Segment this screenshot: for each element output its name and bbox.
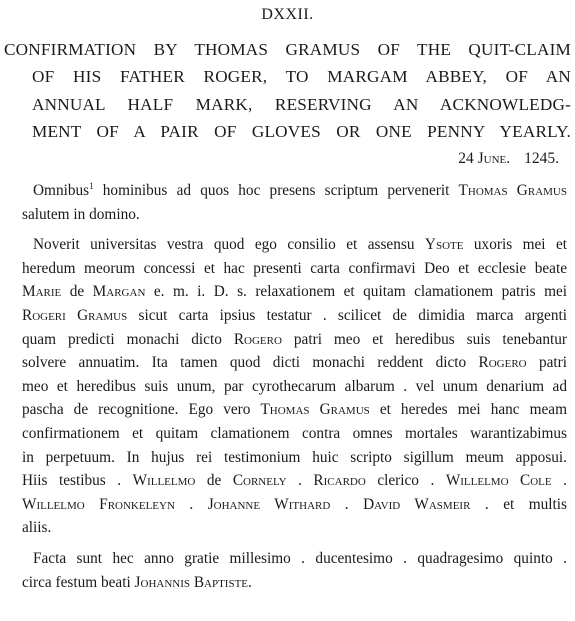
- text-run: . et multis: [470, 495, 567, 513]
- text-run: .: [551, 472, 567, 490]
- paragraph-grant: [11, 233, 567, 540]
- text-run: Noverit universitas vestra quod ego consilio et assensu: [33, 236, 425, 254]
- paragraph-dating: [11, 547, 567, 594]
- text-run: sicut carta ipsius testatur . scilicet de dimidia marca argenti: [127, 306, 567, 324]
- text-line: in perpetuum. In hujus rei testimonium huic scripto sigillum meum apposui.: [22, 448, 567, 466]
- person-name: Johannis Baptiste: [134, 573, 249, 591]
- text-line: salutem in domino.: [22, 205, 140, 223]
- text-run: .: [330, 495, 364, 513]
- text-line: heredum meorum concessi et hac presenti carta confirmavi Deo et ecclesie beate: [22, 259, 567, 277]
- place-name: Cornely: [232, 472, 287, 490]
- person-name: Rogero: [233, 330, 282, 348]
- text-line: [11, 280, 567, 304]
- text-line: [11, 398, 567, 422]
- heading-line: ANNUAL HALF MARK, RESERVING AN ACKNOWLEDG-: [32, 94, 571, 114]
- text-run: solvere annuatim. Ita tamen quod dicti monachi reddent dicto: [22, 354, 479, 372]
- text-line: [11, 469, 567, 493]
- person-name: Willelmo Fronkeleyn: [22, 495, 175, 513]
- text-run: quam predicti monachi dicto: [22, 330, 234, 348]
- person-name: Marie: [22, 283, 62, 301]
- text-line: aliis.: [22, 519, 52, 537]
- text-run: hominibus ad quos hoc presens scriptum pervenerit: [93, 182, 459, 199]
- heading-line: CONFIRMATION BY THOMAS GRAMUS OF THE QUIT-CLAIM: [4, 40, 571, 59]
- text-run: circa festum beati: [22, 573, 135, 591]
- text-run: pascha de recognitione. Ego vero: [22, 401, 261, 419]
- text-line: [11, 179, 567, 203]
- text-run: Hiis testibus .: [22, 472, 133, 490]
- text-run: de: [61, 283, 93, 301]
- footnote-marker: 1: [89, 180, 94, 191]
- text-line: [11, 493, 567, 517]
- text-run: Omnibus: [33, 182, 90, 199]
- date-year: 1245.: [524, 150, 559, 167]
- person-name: David Wasmeir: [363, 495, 471, 513]
- heading-line: MENT OF A PAIR OF GLOVES OR ONE PENNY YEARLY.: [32, 121, 571, 141]
- person-name: Willelmo: [132, 472, 196, 490]
- text-run: .: [248, 573, 252, 591]
- charter-date: [458, 150, 559, 168]
- text-run: et heredes mei hanc meam: [369, 401, 567, 419]
- person-name: Ricardo: [313, 472, 366, 490]
- text-run: e. m. i. D. s. relaxationem et quitam clamationem patris mei: [145, 283, 568, 301]
- text-line: Facta sunt hec anno gratie millesimo . ducentesimo . quadragesimo quinto .: [33, 549, 567, 567]
- charter-text: [11, 179, 567, 594]
- heading-line: OF HIS FATHER ROGER, TO MARGAM ABBEY, OF AN: [32, 67, 571, 87]
- charter-heading: [4, 36, 571, 145]
- text-line: [11, 571, 567, 595]
- person-name: Willelmo Cole: [445, 472, 552, 490]
- person-name: Rogeri Gramus: [22, 306, 128, 324]
- text-line: [11, 233, 567, 257]
- text-run: patri meo et heredibus suis tenebantur: [281, 330, 567, 348]
- text-run: .: [174, 495, 208, 513]
- text-run: patri: [526, 354, 567, 372]
- paragraph-gap: [11, 540, 567, 547]
- text-line: confirmationem et quitam clamationem contra omnes mortales warantizabimus: [22, 424, 567, 442]
- text-run: uxoris mei et: [463, 236, 567, 254]
- text-line: [11, 351, 567, 375]
- text-run: clerico .: [365, 472, 446, 490]
- person-name: Rogero: [478, 354, 527, 372]
- paragraph-salutation: [11, 179, 567, 226]
- text-line: [11, 304, 567, 328]
- place-name: Margan: [92, 283, 146, 301]
- text-line: [11, 328, 567, 352]
- text-line: meo et heredibus suis unum, par cyrothecarum albarum . vel unum denarium ad: [22, 377, 567, 395]
- charter-number: DXXII.: [261, 6, 314, 23]
- text-run: .: [286, 472, 314, 490]
- paragraph-gap: [11, 226, 567, 233]
- person-name: Thomas Gramus: [260, 401, 370, 419]
- date-day-month: 24 June.: [458, 150, 511, 167]
- person-name: Ysote: [424, 236, 464, 254]
- text-run: de: [195, 472, 233, 490]
- person-name: Thomas Gramus: [458, 182, 567, 199]
- person-name: Johanne Withard: [207, 495, 331, 513]
